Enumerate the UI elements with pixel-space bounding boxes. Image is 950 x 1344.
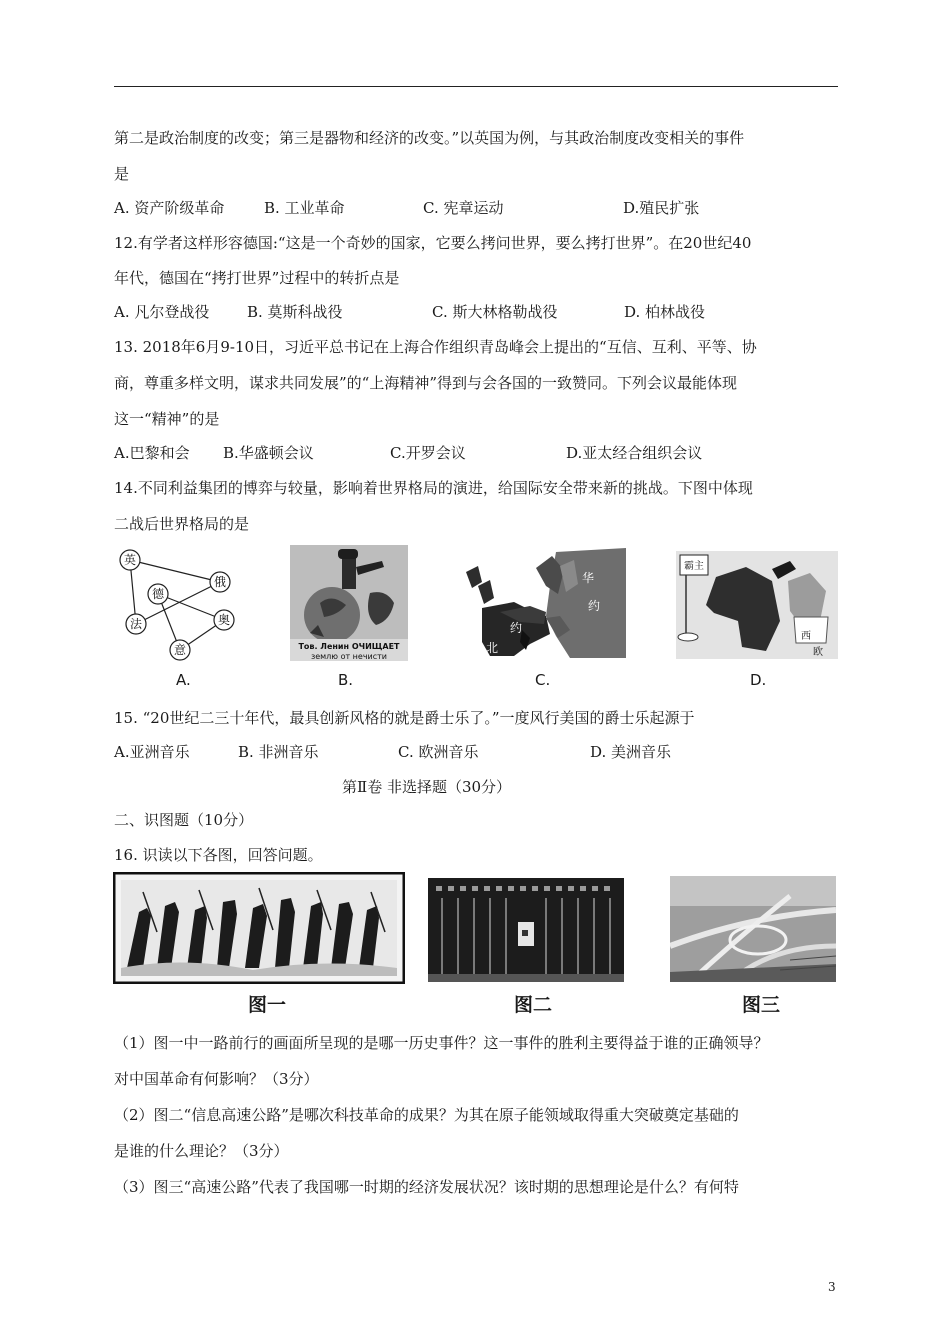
node-britain: 英 <box>123 553 137 567</box>
q16-sub1-line2: 对中国革命有何影响？（3分） <box>114 1070 319 1088</box>
q16-sub2-line1: （2）图二“信息高速公路”是哪次科技革命的成果？为其在原子能领域取得重大突破奠定基础的 <box>114 1106 739 1124</box>
poster-caption-line1: Тов. Ленин ОЧИЩАЕТ <box>298 642 400 651</box>
node-italy: 意 <box>173 643 187 657</box>
q14-figure-c-map <box>460 546 626 658</box>
node-germany: 德 <box>151 587 165 601</box>
node-france: 法 <box>129 617 143 631</box>
q16-figure-3-caption: 图三 <box>742 994 781 1016</box>
q15-stem-line1: 15. “20世纪二三十年代，最具创新风格的就是爵士乐了。”一度风行美国的爵士乐起源于 <box>114 709 695 727</box>
q11-option-c: C. 宪章运动 <box>423 199 504 217</box>
q12-option-d: D. 柏林战役 <box>624 303 706 321</box>
q16-sub2-line2: 是谁的什么理论？（3分） <box>114 1142 289 1160</box>
q13-stem-line2: 商，尊重多样文明，谋求共同发展”的“上海精神”得到与会各国的一致赞同。下列会议最能体现 <box>114 374 738 392</box>
q12-option-b: B. 莫斯科战役 <box>247 303 343 321</box>
q14-figure-a-diagram <box>112 544 242 662</box>
q15-option-a: A.亚洲音乐 <box>114 743 190 761</box>
map-label-hua: 华 <box>581 571 595 585</box>
section-two-title: 第Ⅱ卷 非选择题（30分） <box>342 778 512 796</box>
q16-figure-1-woodcut <box>113 872 405 984</box>
node-austria: 奥 <box>217 613 231 627</box>
q13-option-c: C.开罗会议 <box>390 444 466 462</box>
part-two-heading: 二、识图题（10分） <box>114 811 254 829</box>
q13-option-d: D.亚太经合组织会议 <box>566 444 703 462</box>
q14-label-d: D. <box>750 671 767 689</box>
q14-figure-d-cartoon <box>676 551 838 659</box>
q12-stem-line2: 年代，德国在“拷打世界”过程中的转折点是 <box>114 269 400 287</box>
q16-figure-1-caption: 图一 <box>248 994 287 1016</box>
q14-stem-line1: 14.不同利益集团的博弈与较量，影响着世界格局的演进，给国际安全带来新的挑战。下图中体现 <box>114 479 753 497</box>
q16-figure-3-highway <box>670 876 836 982</box>
q12-option-a: A. 凡尔登战役 <box>114 303 210 321</box>
header-rule <box>114 86 838 87</box>
cartoon-sign-text: 霸主 <box>684 561 704 572</box>
page-number: 3 <box>828 1280 836 1294</box>
q15-option-d: D. 美洲音乐 <box>590 743 672 761</box>
q13-stem-line1: 13. 2018年6月9-10日，习近平总书记在上海合作组织青岛峰会上提出的“互信、互利、平等、协 <box>114 338 757 356</box>
map-label-bei: 北 <box>485 641 499 655</box>
q12-option-c: C. 斯大林格勒战役 <box>432 303 558 321</box>
cartoon-side-text-2: 欧 <box>813 647 823 658</box>
q11-option-a: A. 资产阶级革命 <box>114 199 225 217</box>
q16-sub3-line1: （3）图三“高速公路”代表了我国哪一时期的经济发展状况？该时期的思想理论是什么？有何特 <box>114 1178 739 1196</box>
map-label-yue-east: 约 <box>587 599 601 613</box>
q15-option-b: B. 非洲音乐 <box>238 743 319 761</box>
q14-label-c: C. <box>535 671 551 689</box>
node-russia: 俄 <box>213 575 227 589</box>
q13-option-a: A.巴黎和会 <box>114 444 190 462</box>
q11-stem-line1: 第二是政治制度的改变；第三是器物和经济的改变。”以英国为例，与其政治制度改变相关的事件 <box>114 129 745 147</box>
poster-caption-line2: землю от нечисти <box>310 652 388 661</box>
q14-label-b: B. <box>338 671 354 689</box>
q14-stem-line2: 二战后世界格局的是 <box>114 515 250 533</box>
q11-option-d: D.殖民扩张 <box>623 199 700 217</box>
q14-label-a: A. <box>176 671 191 689</box>
map-label-yue-west: 约 <box>509 621 523 635</box>
q13-stem-line3: 这一“精神”的是 <box>114 410 220 428</box>
q16-figure-2-information-highway <box>428 878 624 982</box>
q12-stem-line1: 12.有学者这样形容德国:“这是一个奇妙的国家，它要么拷问世界，要么拷打世界”。在20世纪40 <box>114 234 752 252</box>
q16-sub1-line1: （1）图一中一路前行的画面所呈现的是哪一历史事件？这一事件的胜利主要得益于谁的正确领导？ <box>114 1034 769 1052</box>
q15-option-c: C. 欧洲音乐 <box>398 743 479 761</box>
q11-stem-line2: 是 <box>114 165 130 183</box>
q16-figure-2-caption: 图二 <box>514 994 553 1016</box>
q11-option-b: B. 工业革命 <box>264 199 345 217</box>
q13-option-b: B.华盛顿会议 <box>223 444 314 462</box>
q14-figure-b-poster <box>290 545 408 661</box>
q16-stem: 16. 识读以下各图，回答问题。 <box>114 846 323 864</box>
cartoon-side-text-1: 西 <box>801 631 811 642</box>
